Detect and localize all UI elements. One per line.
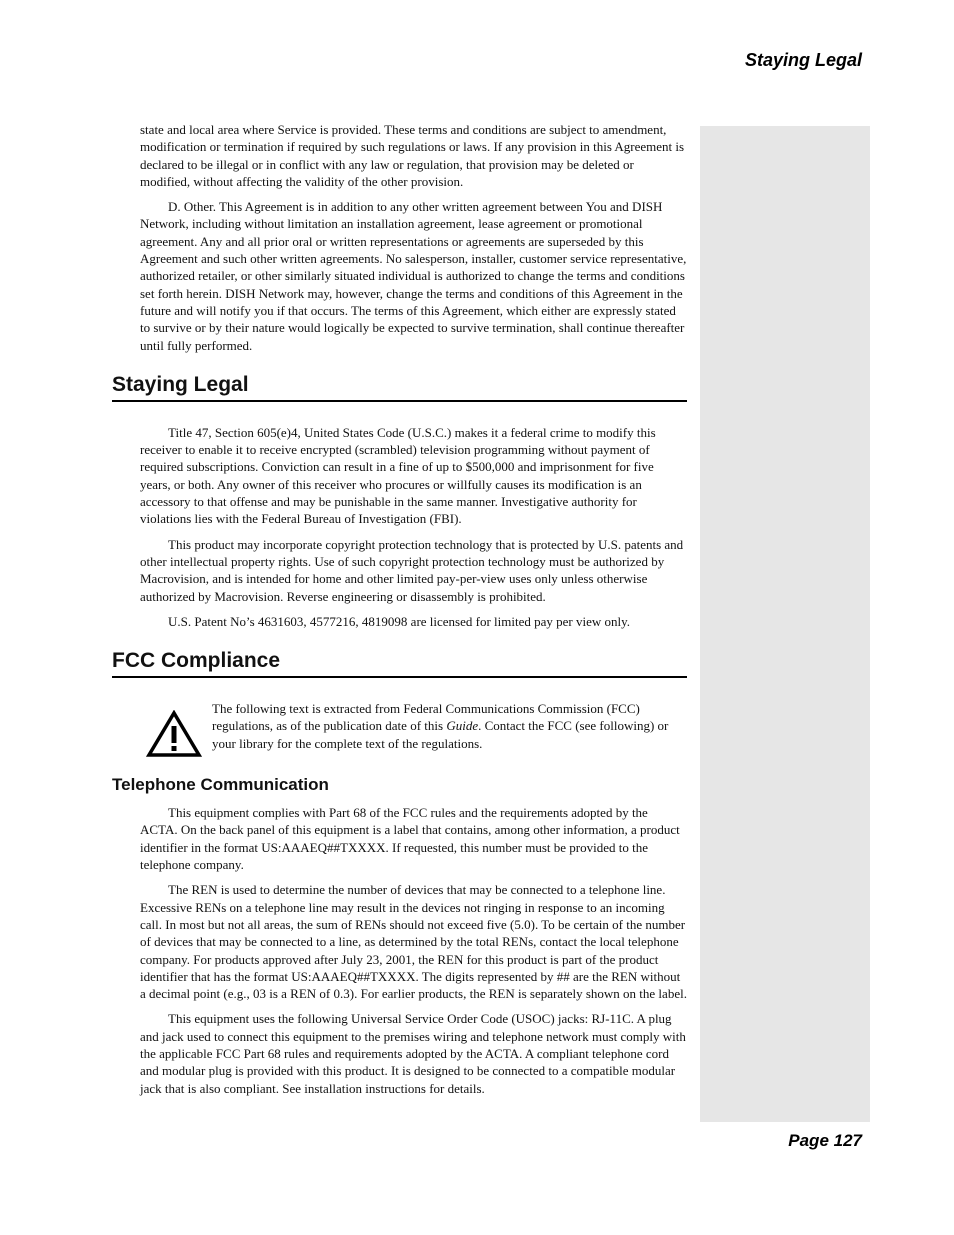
paragraph: This product may incorporate copyright protection technology that is protected by U.S. patents and other intellectual property rights. Use of such copyright protection technology must be authorized by Macrovision, and is intended for home and other limited pay-per-view uses only unless otherwise authorized by Macrovision. Reverse engineering or disassembly is prohibited. (140, 536, 684, 604)
page-body (112, 121, 687, 1105)
section-heading-staying-legal: Staying Legal (112, 372, 687, 402)
paragraph: Title 47, Section 605(e)4, United States Code (U.S.C.) makes it a federal crime to modify this receiver to enable it to receive encrypted (scrambled) television programming without payment of required subscriptions. Conviction can result in a fine of up to $500,000 and imprisonment for five years, or both. Any owner of this receiver who procures or willfully causes its modification is an accessory to that offense and may be punishable in the same manner. Investigative authority for violations lies with the Federal Bureau of Investigation (FBI). (140, 424, 656, 527)
warning-triangle-icon (146, 710, 202, 758)
paragraph: D. Other. This Agreement is in addition to any other written agreement between You and DISH Network, including without limitation an installation agreement, lease agreement or promotional agreement. Any and all prior oral or written representations or agreements are superseded by this Agreement and such other written agreements. No salesperson, installer, customer service representative, authorized retailer, or other similarly situated individual is authorized to change the terms and conditions set forth herein. DISH Network may, however, change the terms and conditions of this Agreement in the future and will notify you if that occurs. The terms of this Agreement, which either are expressly stated to survive or by their nature would logically be expected to survive termination, shall continue thereafter until fully performed. (140, 199, 687, 353)
paragraph: This equipment complies with Part 68 of the FCC rules and the requirements adopted by the ACTA. On the back panel of this equipment is a label that contains, among other information, a product identifier in the format US:AAAEQ##TXXXX. If requested, this number must be provided to the telephone company. (140, 805, 680, 873)
fcc-note-text: The following text is extracted from Federal Communications Commission (FCC) regulations, as of the publication date of this Guide. Contact the FCC (see following) or your library for the complete text of the regulations. (212, 701, 669, 751)
paragraph: The REN is used to determine the number of devices that may be connected to a telephone line. Excessive RENs on a telephone line may result in the devices not ringing in response to an incoming call. In most but not all areas, the sum of RENs should not exceed five (5.0). To be certain of the number of devices that may be connected to a line, as determined by the total RENs, contact the local telephone company. For products approved after July 23, 2001, the REN for this product is part of the product identifier that has the format US:AAAEQ##TXXXX. The digits represented by ## are the REN without a decimal point (e.g., 03 is a REN of 0.3). For earlier products, the REN is separately shown on the label. (140, 882, 687, 1002)
subheading-telephone-communication: Telephone Communication (112, 775, 329, 795)
guide-italic: Guide (446, 718, 479, 734)
note-block (112, 700, 687, 760)
margin-sidebar (700, 126, 870, 1122)
page-number: Page 127 (788, 1131, 862, 1150)
paragraph: U.S. Patent No’s 4631603, 4577216, 4819098 are licensed for limited pay per view only. (168, 613, 631, 629)
paragraph: state and local area where Service is provided. These terms and conditions are subject to amendment, modification or termination if required by such regulations or laws. If any provision in this Agreement is declared to be illegal or in conflict with any law or regulation, that provision may be deleted or modified, without affecting the validity of the other provision. (140, 122, 685, 189)
paragraph: This equipment uses the following Universal Service Order Code (USOC) jacks: RJ-11C. A plug and jack used to connect this equipment to the premises wiring and telephone network must comply with the applicable FCC Part 68 rules and requirements adopted by the ACTA. A compliant telephone cord and modular plug is provided with this product. It is designed to be connected to a compatible modular jack that is also compliant. See installation instructions for details. (140, 1011, 686, 1096)
section-heading-fcc-compliance: FCC Compliance (112, 648, 687, 678)
running-head: Staying Legal (744, 50, 862, 70)
